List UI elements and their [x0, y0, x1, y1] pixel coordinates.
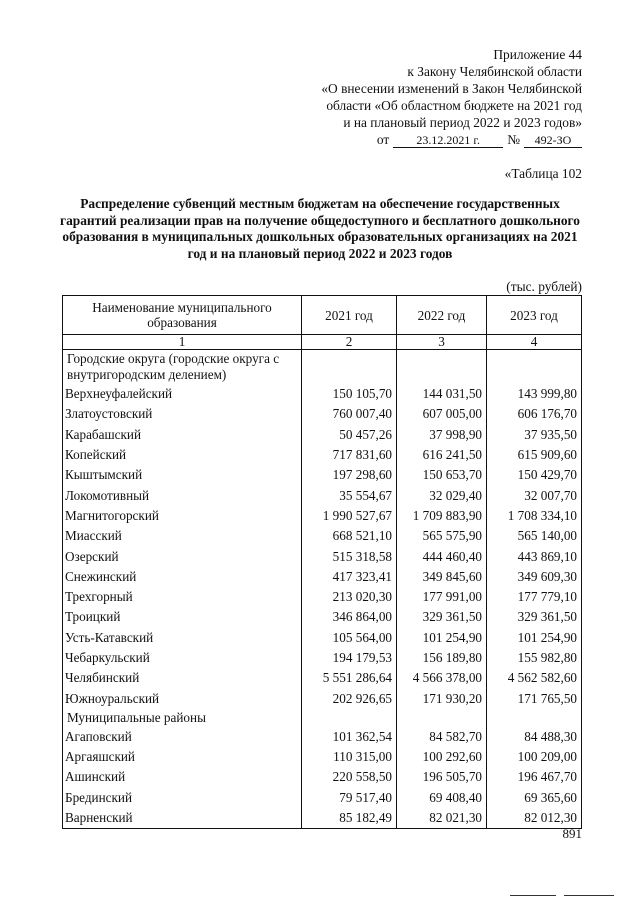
law-title-line-2: области «Об областном бюджете на 2021 год [326, 98, 582, 113]
table-row [63, 628, 582, 648]
amount-2023: 84 488,30 [487, 727, 582, 747]
table-row [63, 788, 582, 808]
amount-2021: 760 007,40 [302, 404, 397, 424]
empty-cell [302, 350, 397, 385]
amount-2022: 101 254,90 [397, 628, 487, 648]
amount-2023: 150 429,70 [487, 465, 582, 485]
table-row [63, 546, 582, 566]
amount-2022: 150 653,70 [397, 465, 487, 485]
table-row [63, 648, 582, 668]
page-number: 891 [562, 826, 582, 841]
amount-2021: 668 521,10 [302, 526, 397, 546]
table-row [63, 747, 582, 767]
empty-cell [487, 709, 582, 727]
amount-2023: 155 982,80 [487, 648, 582, 668]
amount-2021: 194 179,53 [302, 648, 397, 668]
municipality-name: Копейский [63, 445, 302, 465]
table-row [63, 465, 582, 485]
amount-2023: 565 140,00 [487, 526, 582, 546]
municipality-name: Аргаяшский [63, 747, 302, 767]
amount-2022: 607 005,00 [397, 404, 487, 424]
column-header-municipality: Наименование муниципального образования [63, 296, 302, 335]
section-title: Муниципальные районы [63, 709, 302, 727]
amount-2022: 84 582,70 [397, 727, 487, 747]
section-header-row [63, 350, 582, 385]
section-title: Городские округа (городские округа с внутригородским делением) [63, 350, 302, 385]
municipality-name: Кыштымский [63, 465, 302, 485]
municipality-name: Варненский [63, 808, 302, 829]
empty-cell [397, 709, 487, 727]
amount-2021: 346 864,00 [302, 607, 397, 627]
amount-2022: 177 991,00 [397, 587, 487, 607]
municipality-name: Агаповский [63, 727, 302, 747]
table-row [63, 445, 582, 465]
amount-2021: 85 182,49 [302, 808, 397, 829]
table-row [63, 688, 582, 708]
amount-2023: 100 209,00 [487, 747, 582, 767]
column-number-row [63, 335, 582, 350]
column-number: 2 [302, 335, 397, 350]
table-row [63, 384, 582, 404]
table-row [63, 526, 582, 546]
municipality-name: Озерский [63, 546, 302, 566]
law-reference: к Закону Челябинской области [407, 64, 582, 79]
municipality-name: Трехгорный [63, 587, 302, 607]
amount-2023: 171 765,50 [487, 688, 582, 708]
table-row [63, 485, 582, 505]
amount-2021: 101 362,54 [302, 727, 397, 747]
municipality-name: Южноуральский [63, 688, 302, 708]
amount-2023: 615 909,60 [487, 445, 582, 465]
amount-2021: 150 105,70 [302, 384, 397, 404]
amount-2023: 37 935,50 [487, 425, 582, 445]
amount-2021: 110 315,00 [302, 747, 397, 767]
amount-2021: 197 298,60 [302, 465, 397, 485]
law-date-number-line [252, 131, 582, 148]
table-header-row [63, 296, 582, 335]
empty-cell [487, 350, 582, 385]
amount-2022: 196 505,70 [397, 767, 487, 787]
column-header-2023: 2023 год [487, 296, 582, 335]
amount-2021: 79 517,40 [302, 788, 397, 808]
municipality-name: Локомотивный [63, 485, 302, 505]
amount-2021: 105 564,00 [302, 628, 397, 648]
amount-2023: 443 869,10 [487, 546, 582, 566]
amount-2021: 717 831,60 [302, 445, 397, 465]
amount-2023: 196 467,70 [487, 767, 582, 787]
appendix-header [252, 46, 582, 148]
amount-2022: 32 029,40 [397, 485, 487, 505]
amount-2021: 5 551 286,64 [302, 668, 397, 688]
table-row [63, 404, 582, 424]
empty-cell [302, 709, 397, 727]
table-row [63, 668, 582, 688]
column-number: 3 [397, 335, 487, 350]
municipality-name: Чебаркульский [63, 648, 302, 668]
amount-2021: 220 558,50 [302, 767, 397, 787]
appendix-number: Приложение 44 [493, 47, 582, 62]
from-label: от [376, 132, 390, 147]
table-row [63, 506, 582, 526]
amount-2022: 100 292,60 [397, 747, 487, 767]
number-label: № [507, 132, 520, 147]
law-date: 23.12.2021 г. [393, 134, 503, 148]
amount-2022: 616 241,50 [397, 445, 487, 465]
amount-2021: 515 318,58 [302, 546, 397, 566]
law-number: 492-ЗО [524, 134, 582, 148]
amount-2022: 565 575,90 [397, 526, 487, 546]
amount-2022: 329 361,50 [397, 607, 487, 627]
municipality-name: Златоустовский [63, 404, 302, 424]
municipality-name: Карабашский [63, 425, 302, 445]
table-row [63, 767, 582, 787]
subsidy-table [62, 295, 582, 829]
amount-2022: 144 031,50 [397, 384, 487, 404]
amount-2021: 1 990 527,67 [302, 506, 397, 526]
amount-2022: 37 998,90 [397, 425, 487, 445]
amount-2022: 156 189,80 [397, 648, 487, 668]
section-header-row [63, 709, 582, 727]
municipality-name: Брединский [63, 788, 302, 808]
column-header-2022: 2022 год [397, 296, 487, 335]
amount-2022: 82 021,30 [397, 808, 487, 829]
amount-2022: 69 408,40 [397, 788, 487, 808]
amount-2023: 69 365,60 [487, 788, 582, 808]
amount-2023: 143 999,80 [487, 384, 582, 404]
amount-2023: 1 708 334,10 [487, 506, 582, 526]
column-number: 4 [487, 335, 582, 350]
municipality-name: Челябинский [63, 668, 302, 688]
footer-rule [510, 895, 556, 896]
municipality-name: Верхнеуфалейский [63, 384, 302, 404]
column-header-2021: 2021 год [302, 296, 397, 335]
table-reference: «Таблица 102 [504, 166, 582, 181]
empty-cell [397, 350, 487, 385]
amount-2022: 4 566 378,00 [397, 668, 487, 688]
footer-rule [564, 895, 614, 896]
amount-2021: 417 323,41 [302, 567, 397, 587]
municipality-name: Троицкий [63, 607, 302, 627]
amount-2021: 50 457,26 [302, 425, 397, 445]
municipality-name: Миасский [63, 526, 302, 546]
amount-2021: 202 926,65 [302, 688, 397, 708]
table-row [63, 808, 582, 829]
amount-2023: 329 361,50 [487, 607, 582, 627]
amount-2023: 101 254,90 [487, 628, 582, 648]
amount-2022: 444 460,40 [397, 546, 487, 566]
municipality-name: Снежинский [63, 567, 302, 587]
amount-2023: 32 007,70 [487, 485, 582, 505]
table-row [63, 727, 582, 747]
amount-2021: 213 020,30 [302, 587, 397, 607]
table-row [63, 607, 582, 627]
municipality-name: Ашинский [63, 767, 302, 787]
amount-2023: 349 609,30 [487, 567, 582, 587]
law-title-line-1: «О внесении изменений в Закон Челябинской [321, 81, 582, 96]
amount-2023: 177 779,10 [487, 587, 582, 607]
amount-2021: 35 554,67 [302, 485, 397, 505]
amount-2022: 171 930,20 [397, 688, 487, 708]
amount-2023: 82 012,30 [487, 808, 582, 829]
municipality-name: Усть-Катавский [63, 628, 302, 648]
table-body [63, 350, 582, 829]
law-title-line-3: и на плановый период 2022 и 2023 годов» [343, 115, 582, 130]
table-row [63, 425, 582, 445]
units-label: (тыс. рублей) [506, 279, 582, 294]
column-number: 1 [63, 335, 302, 350]
table-row [63, 567, 582, 587]
amount-2023: 606 176,70 [487, 404, 582, 424]
amount-2023: 4 562 582,60 [487, 668, 582, 688]
amount-2022: 349 845,60 [397, 567, 487, 587]
municipality-name: Магнитогорский [63, 506, 302, 526]
table-row [63, 587, 582, 607]
amount-2022: 1 709 883,90 [397, 506, 487, 526]
document-title: Распределение субвенций местным бюджетам на обеспечение государственных гарантий реализации прав на получение общедоступного и бесплатного дошкольного образования в муниципальных дошкольных образовательных организациях на 2021 год и на плановый период 2022 и 2023 годов [60, 196, 580, 261]
